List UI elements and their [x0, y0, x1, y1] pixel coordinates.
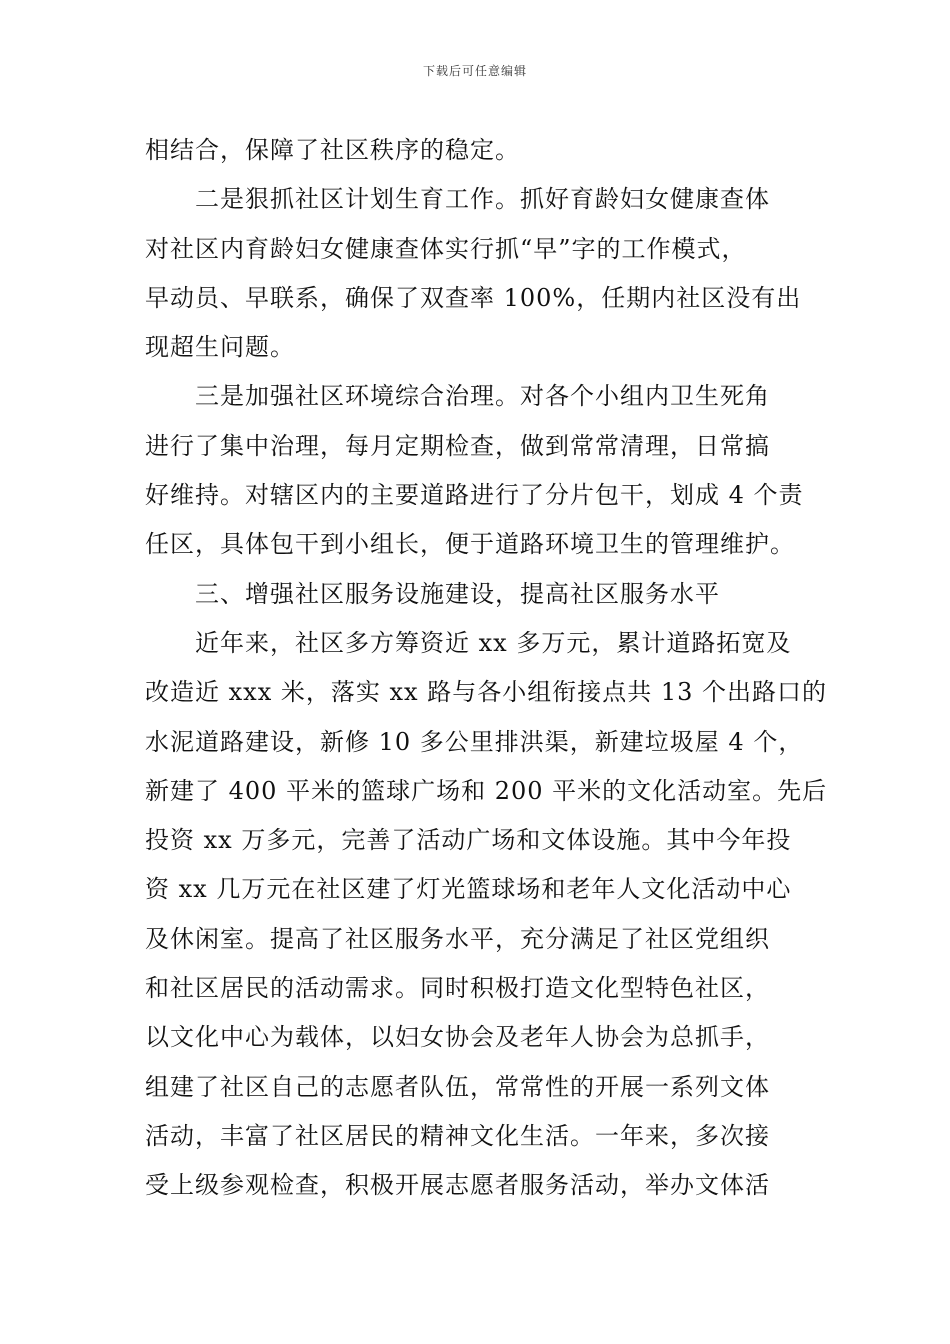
text-line: 组建了社区自己的志愿者队伍，常常性的开展一系列文体 — [145, 1072, 770, 1101]
text-line: 相结合，保障了社区秩序的稳定。 — [145, 136, 520, 164]
text-line: 近年来，社区多方筹资近 xx 多万元，累计道路拓宽及 — [195, 628, 792, 657]
text-line: 改造近 xxx 米，落实 xx 路与各小组衔接点共 13 个出路口的 — [145, 678, 827, 707]
text-line: 进行了集中治理，每月定期检查，做到常常清理，日常搞 — [145, 431, 770, 460]
text-line: 三是加强社区环境综合治理。对各个小组内卫生死角 — [195, 382, 770, 411]
section-heading: 三、增强社区服务设施建设，提高社区服务水平 — [195, 579, 720, 608]
text-line: 二是狠抓社区计划生育工作。抓好育龄妇女健康查体 — [195, 185, 770, 214]
text-line: 好维持。对辖区内的主要道路进行了分片包干，划成 4 个责 — [145, 481, 804, 510]
text-line: 早动员、早联系，确保了双查率 100%，任期内社区没有出 — [145, 283, 802, 312]
text-line: 新建了 400 平米的篮球广场和 200 平米的文化活动室。先后 — [145, 776, 828, 805]
text-line: 以文化中心为载体，以妇女协会及老年人协会为总抓手， — [145, 1023, 770, 1052]
text-line: 投资 xx 万多元，完善了活动广场和文体设施。其中今年投 — [145, 826, 792, 855]
text-line: 现超生问题。 — [145, 333, 295, 362]
text-line: 对社区内育龄妇女健康查体实行抓“早”字的工作模式， — [145, 234, 747, 263]
page-header-note: 下载后可任意编辑 — [422, 64, 527, 78]
text-line: 和社区居民的活动需求。同时积极打造文化型特色社区， — [145, 974, 770, 1003]
text-line: 及休闲室。提高了社区服务水平，充分满足了社区党组织 — [145, 924, 770, 953]
text-line: 水泥道路建设，新修 10 多公里排洪渠，新建垃圾屋 4 个， — [145, 727, 804, 756]
document-body — [145, 126, 828, 1211]
text-line: 任区，具体包干到小组长，便于道路环境卫生的管理维护。 — [145, 530, 795, 559]
text-line: 活动，丰富了社区居民的精神文化生活。一年来，多次接 — [145, 1121, 770, 1150]
text-line: 受上级参观检查，积极开展志愿者服务活动，举办文体活 — [145, 1171, 770, 1200]
text-line: 资 xx 几万元在社区建了灯光篮球场和老年人文化活动中心 — [145, 875, 792, 904]
